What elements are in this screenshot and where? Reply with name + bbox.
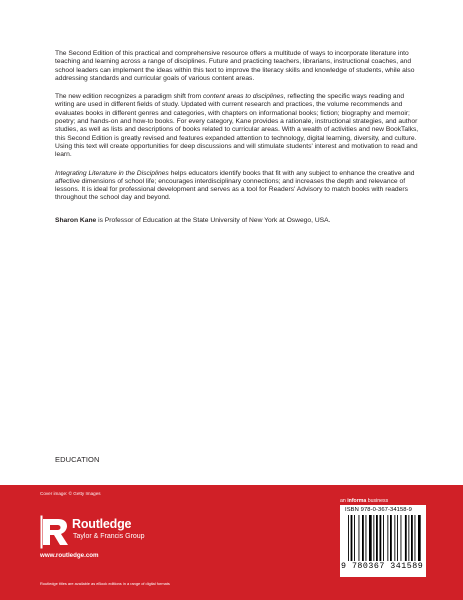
barcode-icon (348, 515, 422, 561)
routledge-r-logo-icon (40, 515, 70, 549)
author-bio (55, 217, 420, 225)
blurb-text: The Second Edition of this practical and comprehensive resource offers a multitude of ways to incorporate literature into teaching and learning across a range of disciplines. Future and practicing teachers, librarians, instructional coaches, and school leaders can implement the ideas within this text to improve the literacy skills and knowledge of students, while also addressing standards and curricular goals of various content areas. (55, 50, 415, 82)
book-title-italic: Integrating Literature in the Disciplines (55, 169, 169, 177)
blurb-emphasis: content areas to disciplines (202, 93, 284, 101)
blurb-text: The new edition recognizes a paradigm shift from (55, 93, 203, 101)
subject-category: EDUCATION (55, 455, 100, 464)
blurb-paragraph-2 (55, 93, 420, 159)
blurb-text: , reflecting the specific ways reading and writing are used in different fields of study. Updated with current research and practices, the volume recommends and evaluates books in different genres and categories, with chapters on informational books; fiction; biography and memoir; poetry; and hands-on and how-to books. For every category, Kane provides a rationale, instructional strategies, and author studies, as well as lists and descriptions of books related to curricular areas. With a wealth of activities and new BookTalks, this Second Edition is greatly revised and features expanded attention to technology, digital learning, diversity, and culture. Using this text will create opportunities for deep discussions and will stimulate students' interest and motivation to read and learn. (55, 93, 419, 159)
informa-suffix: business (366, 498, 389, 504)
publisher-url[interactable]: www.routledge.com (40, 552, 99, 559)
publisher-logo (40, 515, 220, 559)
barcode-number: 9 780367 341589 (341, 562, 424, 571)
publisher-name: Routledge (72, 517, 132, 531)
blurb-paragraph-3 (55, 170, 420, 203)
ebook-footnote: Routledge titles are available as eBook editions in a range of digital formats (40, 581, 170, 586)
barcode-panel (340, 505, 426, 577)
informa-prefix: an (340, 498, 348, 504)
publisher-group: Taylor & Francis Group (73, 533, 145, 540)
blurb-paragraph-1 (55, 50, 420, 83)
isbn: ISBN 978-0-367-34158-9 (345, 507, 412, 513)
blurb-text: helps educators identify books that fit with any subject to enhance the creative and affective dimensions of school life; encourages interdisciplinary connections; and increases the depth and relevance of lessons. It is ideal for professional development and serves as a tool for Readers' Advisory to match books with readers throughout the school day and beyond. (55, 169, 415, 202)
informa-brand: informa (347, 498, 367, 504)
publisher-band (0, 485, 463, 600)
informa-line (340, 498, 388, 504)
author-name: Sharon Kane (55, 216, 97, 224)
cover-credit: Cover image: © Getty Images (40, 491, 101, 496)
blurb (55, 50, 420, 235)
author-description: is Professor of Education at the State University of New York at Oswego, USA. (96, 216, 331, 224)
